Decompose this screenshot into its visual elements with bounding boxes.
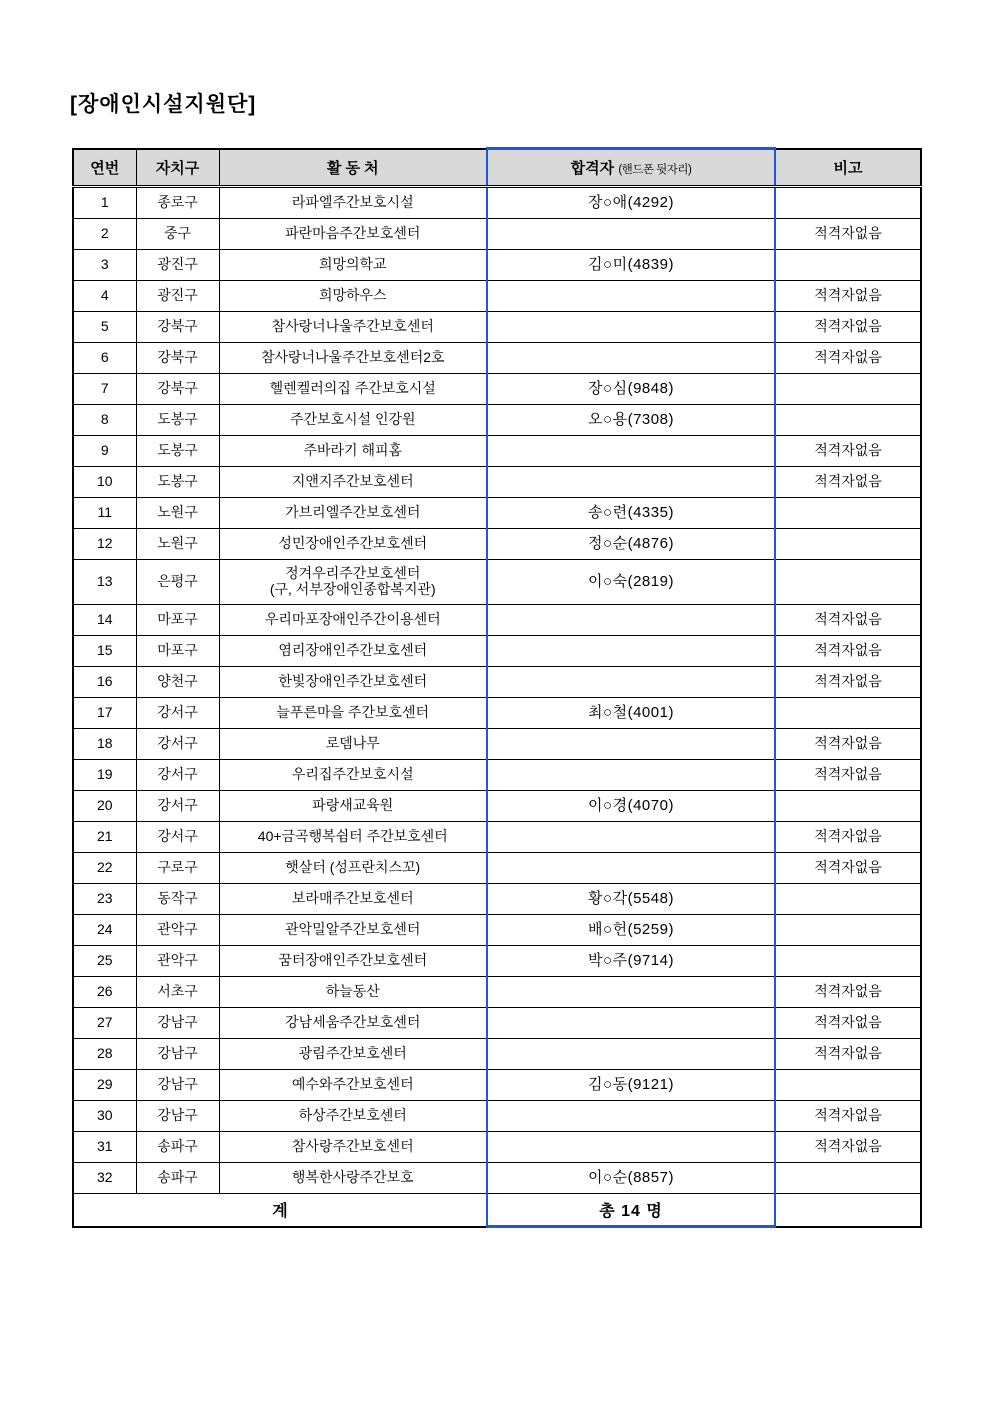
table-footer (73, 1194, 921, 1227)
passer-cell: 장○애(4292) (487, 187, 775, 219)
table-row (73, 1101, 921, 1132)
facility-cell (219, 667, 487, 698)
note-cell: 적격자없음 (775, 729, 921, 760)
passer-cell (487, 467, 775, 498)
note-cell: 적격자없음 (775, 312, 921, 343)
facility-cell (219, 760, 487, 791)
table-row (73, 977, 921, 1008)
note-cell: 적격자없음 (775, 1101, 921, 1132)
passer-cell (487, 729, 775, 760)
facility-line: 참사랑너나울주간보호센터 (271, 318, 434, 335)
facility-line: 꿈터장애인주간보호센터 (278, 952, 428, 969)
facility-cell (219, 1132, 487, 1163)
table-row (73, 498, 921, 529)
facility-line: 40+금곡행복쉼터 주간보호센터 (257, 828, 448, 845)
facility-line: 라파엘주간보호시설 (291, 194, 414, 211)
district-cell: 서초구 (136, 977, 219, 1008)
passer-cell: 최○철(4001) (487, 698, 775, 729)
table-row (73, 636, 921, 667)
district-cell: 강북구 (136, 374, 219, 405)
district-cell: 강북구 (136, 343, 219, 374)
passer-cell: 장○심(9848) (487, 374, 775, 405)
row-number-cell: 16 (73, 667, 136, 698)
header-passer-label: 합격자 (570, 160, 615, 177)
note-cell (775, 1163, 921, 1194)
total-passers-cell: 총 14 명 (487, 1194, 775, 1227)
district-cell: 광진구 (136, 250, 219, 281)
facility-line: 주바라기 해피홈 (303, 442, 403, 459)
row-number-cell: 20 (73, 791, 136, 822)
passer-cell (487, 1008, 775, 1039)
district-cell: 강서구 (136, 791, 219, 822)
page-title: [장애인시설지원단] (70, 93, 257, 116)
passer-cell (487, 605, 775, 636)
note-cell (775, 498, 921, 529)
note-cell: 적격자없음 (775, 822, 921, 853)
facility-cell (219, 281, 487, 312)
facility-cell (219, 791, 487, 822)
note-cell: 적격자없음 (775, 636, 921, 667)
district-cell: 양천구 (136, 667, 219, 698)
header-place: 활 동 처 (219, 149, 487, 187)
row-number-cell: 31 (73, 1132, 136, 1163)
facility-cell (219, 698, 487, 729)
district-cell: 노원구 (136, 498, 219, 529)
note-cell: 적격자없음 (775, 436, 921, 467)
facility-line: 희망하우스 (318, 287, 387, 304)
passer-cell: 이○순(8857) (487, 1163, 775, 1194)
facility-cell (219, 560, 487, 605)
row-number-cell: 19 (73, 760, 136, 791)
table-body (73, 187, 921, 1194)
row-number-cell: 5 (73, 312, 136, 343)
note-cell: 적격자없음 (775, 467, 921, 498)
passer-cell (487, 1132, 775, 1163)
facility-line: 햇살터 (성프란치스꼬) (285, 859, 421, 876)
facility-line: (구, 서부장애인종합복지관) (269, 581, 436, 597)
row-number-cell: 29 (73, 1070, 136, 1101)
facility-line: 파란마음주간보호센터 (285, 225, 421, 242)
note-cell: 적격자없음 (775, 343, 921, 374)
table-header (73, 149, 921, 187)
facility-cell (219, 636, 487, 667)
row-number-cell: 28 (73, 1039, 136, 1070)
note-cell (775, 915, 921, 946)
note-cell (775, 884, 921, 915)
note-cell (775, 374, 921, 405)
note-cell (775, 250, 921, 281)
row-number-cell: 15 (73, 636, 136, 667)
row-number-cell: 27 (73, 1008, 136, 1039)
facility-line: 파랑새교육원 (312, 797, 394, 814)
district-cell: 송파구 (136, 1132, 219, 1163)
passer-cell (487, 636, 775, 667)
note-cell: 적격자없음 (775, 281, 921, 312)
facility-cell (219, 605, 487, 636)
table-row (73, 1008, 921, 1039)
facility-cell (219, 729, 487, 760)
facility-line: 주간보호시설 인강원 (289, 411, 416, 428)
note-cell: 적격자없음 (775, 1008, 921, 1039)
facility-line: 행복한사랑주간보호 (291, 1169, 414, 1186)
table-row (73, 729, 921, 760)
facility-line: 정겨우리주간보호센터 (285, 565, 421, 582)
facility-line: 참사랑너나울주간보호센터2호 (260, 349, 445, 366)
table-row (73, 1039, 921, 1070)
table-row (73, 791, 921, 822)
row-number-cell: 2 (73, 219, 136, 250)
facility-cell (219, 529, 487, 560)
district-cell: 강서구 (136, 698, 219, 729)
district-cell: 도봉구 (136, 467, 219, 498)
table-row (73, 281, 921, 312)
facility-line: 우리집주간보호시설 (291, 766, 414, 783)
table-row (73, 1163, 921, 1194)
row-number-cell: 21 (73, 822, 136, 853)
table-row (73, 667, 921, 698)
district-cell: 강남구 (136, 1039, 219, 1070)
note-cell (775, 698, 921, 729)
facility-line: 염리장애인주간보호센터 (278, 642, 428, 659)
passer-cell (487, 436, 775, 467)
row-number-cell: 3 (73, 250, 136, 281)
total-row (73, 1194, 921, 1227)
district-cell: 강북구 (136, 312, 219, 343)
facility-cell (219, 915, 487, 946)
table-row (73, 946, 921, 977)
header-passer (487, 149, 775, 187)
facility-line: 참사랑주간보호센터 (291, 1138, 414, 1155)
facility-cell (219, 884, 487, 915)
district-cell: 강남구 (136, 1101, 219, 1132)
facility-cell (219, 822, 487, 853)
facility-cell (219, 343, 487, 374)
facility-cell (219, 1008, 487, 1039)
table-row (73, 436, 921, 467)
row-number-cell: 9 (73, 436, 136, 467)
district-cell: 구로구 (136, 853, 219, 884)
district-cell: 도봉구 (136, 405, 219, 436)
facility-cell (219, 436, 487, 467)
district-cell: 마포구 (136, 605, 219, 636)
facility-line: 우리마포장애인주간이용센터 (264, 611, 441, 628)
row-number-cell: 24 (73, 915, 136, 946)
table-row (73, 467, 921, 498)
facility-cell (219, 1070, 487, 1101)
table-row (73, 312, 921, 343)
facility-cell (219, 374, 487, 405)
row-number-cell: 4 (73, 281, 136, 312)
table-row (73, 560, 921, 605)
passer-cell: 이○경(4070) (487, 791, 775, 822)
passer-cell: 박○주(9714) (487, 946, 775, 977)
facility-line: 성민장애인주간보호센터 (278, 535, 428, 552)
passer-cell: 김○미(4839) (487, 250, 775, 281)
district-cell: 강서구 (136, 729, 219, 760)
district-cell: 강남구 (136, 1070, 219, 1101)
note-cell: 적격자없음 (775, 1132, 921, 1163)
row-number-cell: 13 (73, 560, 136, 605)
table-row (73, 884, 921, 915)
row-number-cell: 11 (73, 498, 136, 529)
facility-cell (219, 405, 487, 436)
total-label-cell: 계 (73, 1194, 487, 1227)
note-cell: 적격자없음 (775, 853, 921, 884)
note-cell (775, 405, 921, 436)
facility-cell (219, 250, 487, 281)
district-cell: 노원구 (136, 529, 219, 560)
passer-cell (487, 281, 775, 312)
passer-cell: 오○용(7308) (487, 405, 775, 436)
table-row (73, 605, 921, 636)
note-cell: 적격자없음 (775, 605, 921, 636)
passer-cell (487, 977, 775, 1008)
header-note: 비고 (775, 149, 921, 187)
passer-cell: 정○순(4876) (487, 529, 775, 560)
passer-cell (487, 219, 775, 250)
district-cell: 관악구 (136, 915, 219, 946)
table-row (73, 915, 921, 946)
header-row (73, 149, 921, 187)
note-cell (775, 187, 921, 219)
note-cell: 적격자없음 (775, 667, 921, 698)
passer-cell: 김○동(9121) (487, 1070, 775, 1101)
facility-line: 지앤지주간보호센터 (291, 473, 414, 490)
note-cell (775, 560, 921, 605)
table-row (73, 250, 921, 281)
facility-line: 관악밀알주간보호센터 (285, 921, 421, 938)
note-cell (775, 791, 921, 822)
district-cell: 강서구 (136, 760, 219, 791)
row-number-cell: 30 (73, 1101, 136, 1132)
facility-line: 하늘동산 (325, 983, 380, 1000)
table-row (73, 187, 921, 219)
facility-cell (219, 312, 487, 343)
table-row (73, 853, 921, 884)
header-district: 자치구 (136, 149, 219, 187)
row-number-cell: 18 (73, 729, 136, 760)
row-number-cell: 26 (73, 977, 136, 1008)
district-cell: 관악구 (136, 946, 219, 977)
passer-cell (487, 822, 775, 853)
facility-line: 가브리엘주간보호센터 (285, 504, 421, 521)
facility-line: 강남세움주간보호센터 (285, 1014, 421, 1031)
passer-cell (487, 1039, 775, 1070)
facility-line: 하상주간보호센터 (298, 1107, 407, 1124)
facility-line: 예수와주간보호센터 (291, 1076, 414, 1093)
district-cell: 동작구 (136, 884, 219, 915)
row-number-cell: 6 (73, 343, 136, 374)
facility-line: 광림주간보호센터 (298, 1045, 407, 1062)
facility-cell (219, 498, 487, 529)
table-row (73, 1070, 921, 1101)
table-row (73, 405, 921, 436)
note-cell: 적격자없음 (775, 219, 921, 250)
passer-cell: 이○숙(2819) (487, 560, 775, 605)
table-row (73, 374, 921, 405)
facility-cell (219, 946, 487, 977)
facility-cell (219, 187, 487, 219)
district-cell: 마포구 (136, 636, 219, 667)
facility-cell (219, 1039, 487, 1070)
row-number-cell: 7 (73, 374, 136, 405)
passer-cell (487, 667, 775, 698)
district-cell: 강서구 (136, 822, 219, 853)
row-number-cell: 23 (73, 884, 136, 915)
table-row (73, 343, 921, 374)
note-cell (775, 529, 921, 560)
district-cell: 은평구 (136, 560, 219, 605)
facility-line: 늘푸른마을 주간보호센터 (276, 704, 430, 721)
row-number-cell: 17 (73, 698, 136, 729)
facility-cell (219, 1163, 487, 1194)
district-cell: 중구 (136, 219, 219, 250)
row-number-cell: 1 (73, 187, 136, 219)
row-number-cell: 32 (73, 1163, 136, 1194)
table-row (73, 698, 921, 729)
row-number-cell: 10 (73, 467, 136, 498)
row-number-cell: 25 (73, 946, 136, 977)
row-number-cell: 14 (73, 605, 136, 636)
facility-cell (219, 977, 487, 1008)
passer-cell (487, 1101, 775, 1132)
note-cell: 적격자없음 (775, 1039, 921, 1070)
passer-cell (487, 853, 775, 884)
district-cell: 강남구 (136, 1008, 219, 1039)
district-cell: 종로구 (136, 187, 219, 219)
table-row (73, 219, 921, 250)
facility-line: 로뎀나무 (325, 735, 380, 752)
row-number-cell: 8 (73, 405, 136, 436)
facility-cell (219, 1101, 487, 1132)
table-row (73, 822, 921, 853)
district-cell: 도봉구 (136, 436, 219, 467)
facility-line: 헬렌켈러의집 주간보호시설 (269, 380, 436, 397)
row-number-cell: 12 (73, 529, 136, 560)
table-row (73, 1132, 921, 1163)
facility-line: 한빛장애인주간보호센터 (278, 673, 428, 690)
district-cell: 광진구 (136, 281, 219, 312)
roster-table (72, 147, 922, 1228)
row-number-cell: 22 (73, 853, 136, 884)
note-cell: 적격자없음 (775, 760, 921, 791)
total-note-cell (775, 1194, 921, 1227)
passer-cell: 배○헌(5259) (487, 915, 775, 946)
passer-cell (487, 312, 775, 343)
facility-cell (219, 219, 487, 250)
note-cell (775, 1070, 921, 1101)
passer-cell: 황○각(5548) (487, 884, 775, 915)
note-cell (775, 946, 921, 977)
passer-cell (487, 343, 775, 374)
table-row (73, 760, 921, 791)
header-no: 연번 (73, 149, 136, 187)
facility-line: 보라매주간보호센터 (291, 890, 414, 907)
passer-cell (487, 760, 775, 791)
facility-cell (219, 467, 487, 498)
table-row (73, 529, 921, 560)
passer-cell: 송○련(4335) (487, 498, 775, 529)
note-cell: 적격자없음 (775, 977, 921, 1008)
district-cell: 송파구 (136, 1163, 219, 1194)
facility-cell (219, 853, 487, 884)
facility-line: 희망의학교 (318, 256, 387, 273)
header-passer-sub: (핸드폰 뒷자리) (618, 164, 692, 176)
